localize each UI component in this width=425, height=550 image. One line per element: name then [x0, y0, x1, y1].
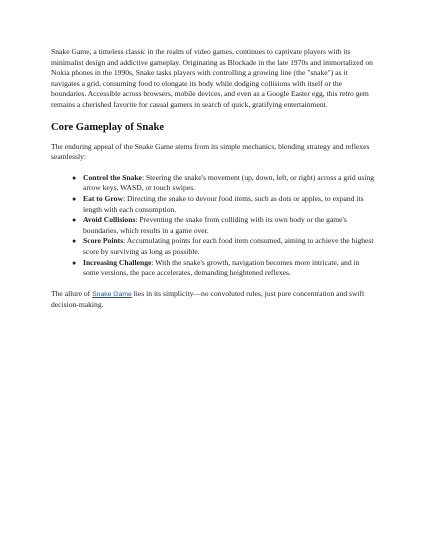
- list-item-text: : With the snake's growth, navigation becomes more intricate, and in some versions, the pace accelerates, demanding heightened reflexes.: [83, 257, 360, 278]
- intro-paragraph: Snake Game, a timeless classic in the realm of video games, continues to captivate players with its minimalist design and addictive gameplay. Originating as Blockade in the late 1970s and immortalized on Nokia phones in the 1990s, Snake tasks players with controlling a growing line (the "snake") as it navigates a grid, consuming food to elongate its body while dodging collisions with itself or the boundaries. Accessible across browsers, mobile devices, and even as a Google Easter egg, this retro gem remains a cherished favorite for casual gamers in search of quick, gratifying entertainment.: [51, 47, 373, 109]
- list-item: [72, 172, 375, 194]
- bullet-icon: ●: [72, 173, 77, 182]
- section-heading: Core Gameplay of Snake: [51, 121, 165, 133]
- list-item-title: Control the Snake: [83, 172, 142, 182]
- bullet-icon: ●: [72, 216, 77, 225]
- bullet-icon: ●: [72, 258, 77, 267]
- outro-paragraph: [51, 289, 375, 311]
- list-item-text: : Preventing the snake from colliding with its own body or the game's boundaries, which results in a game over.: [83, 215, 347, 235]
- list-item-title: Increasing Challenge: [83, 257, 152, 267]
- outro-text-after: lies in its simplicity—no convoluted rules, just pure concentration and swift decision-making.: [51, 288, 365, 310]
- outro-text-before: The allure of: [51, 288, 93, 298]
- gameplay-list: [51, 173, 375, 279]
- list-item-title: Avoid Collisions: [83, 215, 136, 225]
- list-item-title: Eat to Grow: [83, 193, 123, 203]
- bullet-icon: ●: [72, 194, 77, 203]
- list-item-text: : Directing the snake to devour food items, such as dots or apples, to expand its length with each consumption.: [83, 193, 364, 214]
- snake-game-link[interactable]: Snake Game: [92, 290, 132, 298]
- list-item: [72, 215, 375, 236]
- list-item: [72, 257, 375, 279]
- list-item-text: : Accumulating points for each food item consumed, aiming to achieve the highest score by surviving as long as possible.: [83, 236, 374, 256]
- list-item: [72, 236, 375, 257]
- list-item: [72, 193, 375, 215]
- section-lead-paragraph: The enduring appeal of the Snake Game stems from its simple mechanics, blending strategy and reflexes seamlessly:: [51, 141, 370, 162]
- list-item-text: : Steering the snake's movement (up, down, left, or right) across a grid using arrow keys, WASD, or touch swipes.: [83, 172, 375, 193]
- bullet-icon: ●: [72, 237, 77, 246]
- list-item-title: Score Points: [83, 236, 124, 246]
